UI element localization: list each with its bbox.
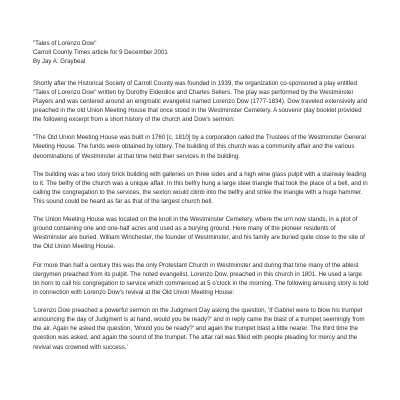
article-body [33, 79, 370, 352]
article-header [33, 39, 370, 66]
article-title: "Tales of Lorenzo Dow" [33, 40, 97, 47]
paragraph-evangelist: For more than half a century this was the only Protestant Church in Westminster and during that time many of the ablest clergymen preached from its pulpit. The noted evangelist, Lorenzo Dow, preached in this church in 1801. He used a large tin horn to call his congregation to service which commenced at 5 o'clock in the morning. The following amusing story is told in connection with Lorenzo Dow's revival at the Old Union Meeting House: [33, 261, 369, 296]
paragraph-sermon-story: 'Lorenzo Dow preached a powerful sermon on the Judgment Day asking the question, 'If Gabriel were to blow his trumpet announcing the day of Judgment is at hand, would you be ready?' and in reply came the blast of a trumpet seemingly from the air. Again he asked the question, 'Would you be ready?' and again the trumpet blast a little nearer. The third time the question was asked, and again the sound of the trumpet. The altar rail was filled with people pleading for mercy and the revival was crowned with success.' [33, 307, 365, 351]
article-source: Carroll County Times article for 9 December 2001 [33, 49, 168, 57]
paragraph-quote-history: "The Old Union Meeting House was built in 1760 [c. 1810] by a corporation called the Trustees of the Westminster General Meeting House. The funds were obtained by lottery. The building of this church was a community affair and the various denominations of Westminster at that time held their services in the building. [33, 134, 366, 160]
article-byline: By Jay A. Graybeal [33, 58, 86, 66]
paragraph-location: The Union Meeting House was located on the knoll in the Westminster Cemetery, where the urn now stands, in a plot of ground containing one and one-half acres and used as a burying ground. Here many of the pioneer residents of Westminster are buried. William Winchester, the founder of Westminster, and his family are buried quite close to the site of the Old Union Meeting House. [33, 216, 365, 251]
paragraph-intro: Shortly after the Historical Society of Carroll County was founded in 1939, the organization co-sponsored a play entitled "Tales of Lorenzo Dow" written by Dorothy Elderdice and Charles Sellers. The play was performed by the Westminster Players and was centered around an enigmatic evangelist named Lorenzo Dow (1777-1834). Dow traveled extensively and preached in the old Union Meeting House that once stood in the Westminster Cemetery. A souvenir play booklet provided the following excerpt from a short history of the church and Dow's sermon: [33, 79, 368, 124]
paragraph-building: The building was a two story brick building with galleries on three sides and a high wine glass pulpit with a stairway leading to it. The belfry of the church was a unique affair. In this belfry hung a large steel triangle that took the place of a bell, and in calling the congregation to the services, the sexton would climb into the belfry and strike the triangle with a huge hammer. This sound could be heard as far as that of the largest church bell. [33, 170, 368, 205]
